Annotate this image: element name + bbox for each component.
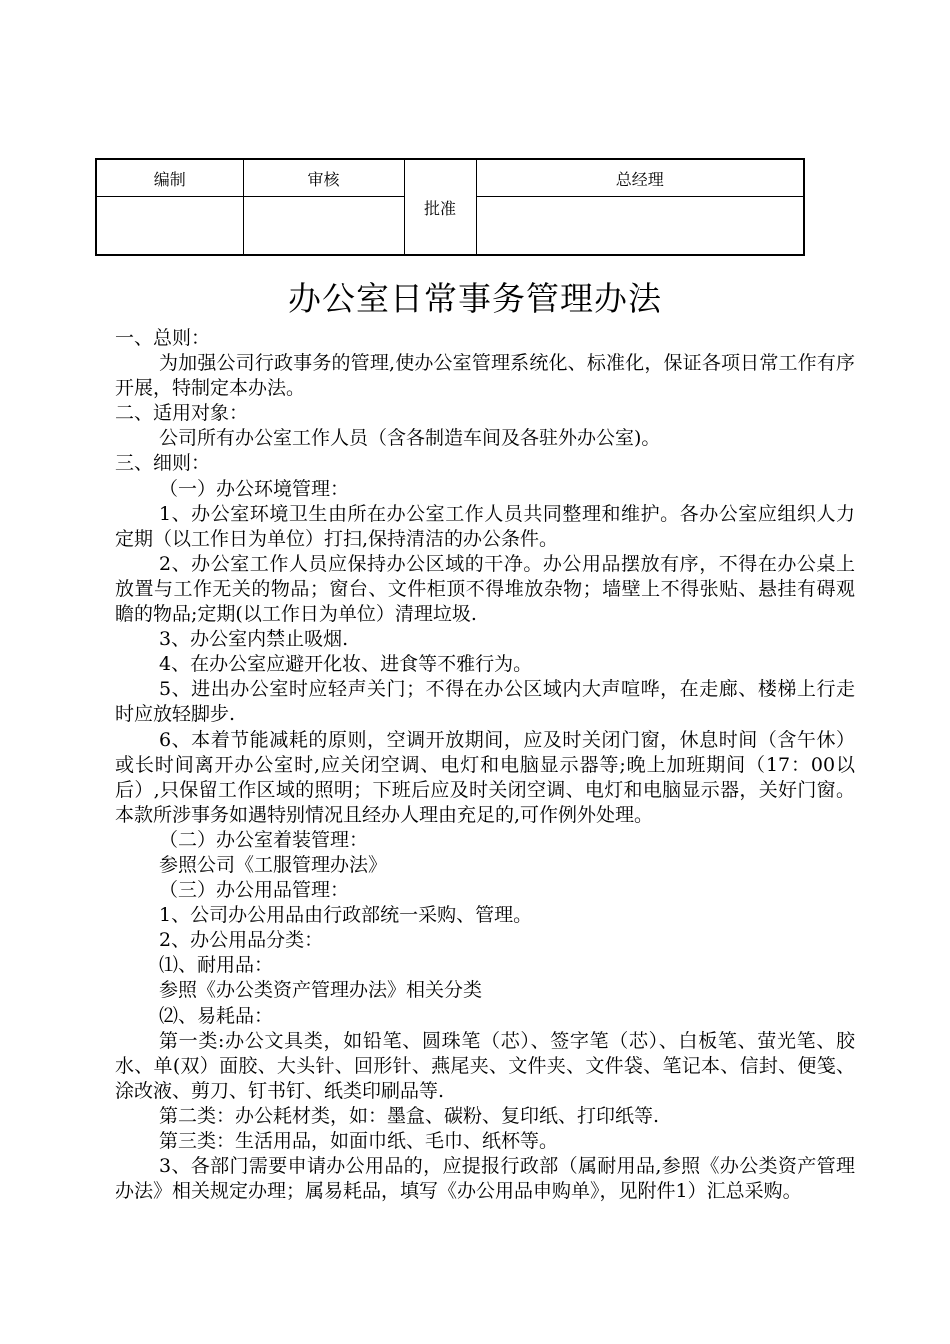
paragraph: ⑴、耐用品： xyxy=(159,954,274,977)
paragraph: 5、进出办公室时应轻声关门；不得在办公区域内大声喧哗，在走廊、楼梯上行走时应放轻脚步. xyxy=(115,678,855,726)
approved-label: 批准 xyxy=(404,159,476,255)
paragraph: 1、办公室环境卫生由所在办公室工作人员共同整理和维护。各办公室应组织人力定期（以工作日为单位）打扫,保持清洁的办公条件。 xyxy=(115,502,855,550)
document-title: 办公室日常事务管理办法 xyxy=(288,279,662,318)
paragraph: 为加强公司行政事务的管理,使办公室管理系统化、标准化，保证各项日常工作有序开展，特制定本办法。 xyxy=(115,352,855,400)
paragraph: （二）办公室着装管理： xyxy=(159,828,369,851)
reviewed-label: 审核 xyxy=(243,159,404,197)
paragraph: （一）办公环境管理： xyxy=(159,477,350,500)
paragraph: 第三类：生活用品，如面巾纸、毛巾、纸杯等。 xyxy=(159,1130,559,1152)
paragraph: （三）办公用品管理： xyxy=(159,879,350,902)
paragraph: 3、各部门需要申请办公用品的，应提报行政部（属耐用品,参照《办公类资产管理办法》相关规定办理；属易耗品，填写《办公用品申购单》，见附件1）汇总采购。 xyxy=(115,1155,855,1203)
general-manager-signature-cell xyxy=(476,197,804,256)
prepared-signature-cell xyxy=(96,197,243,256)
reviewed-signature-cell xyxy=(243,197,404,256)
approval-table xyxy=(95,158,805,256)
paragraph: ⑵、易耗品： xyxy=(159,1004,274,1027)
paragraph: 4、在办公室应避开化妆、进食等不雅行为。 xyxy=(159,653,533,676)
paragraph: 参照公司《工服管理办法》 xyxy=(159,853,388,876)
paragraph: 3、办公室内禁止吸烟. xyxy=(159,628,349,651)
paragraph: 第二类：办公耗材类，如：墨盒、碳粉、复印纸、打印纸等. xyxy=(159,1104,660,1127)
paragraph: 第一类:办公文具类，如铅笔、圆珠笔（芯）、签字笔（芯）、白板笔、萤光笔、胶水、单(双）面胶、大头针、回形针、燕尾夹、文件夹、文件袋、笔记本、信封、便笺、涂改液、剪刀、钉书钉、纸类印刷品等. xyxy=(115,1029,855,1102)
paragraph: 公司所有办公室工作人员（含各制造车间及各驻外办公室)。 xyxy=(159,427,661,450)
general-manager-label: 总经理 xyxy=(476,159,804,197)
section-heading: 二、适用对象： xyxy=(115,402,249,425)
document-body xyxy=(115,326,855,1204)
prepared-label: 编制 xyxy=(96,159,243,197)
section-heading: 三、细则： xyxy=(115,452,211,475)
paragraph: 6、本着节能减耗的原则，空调开放期间，应及时关闭门窗，休息时间（含午休）或长时间离开办公室时,应关闭空调、电灯和电脑显示器等;晚上加班期间（17：00以后）,只保留工作区域的照明；下班后应及时关闭空调、电灯和电脑显示器，关好门窗。本款所涉事务如遇特别情况且经办人理由充足的,可作例外处理。 xyxy=(115,728,855,826)
paragraph: 参照《办公类资产管理办法》相关分类 xyxy=(159,979,483,1002)
paragraph: 2、办公用品分类： xyxy=(159,929,324,952)
section-heading: 一、总则： xyxy=(115,327,211,349)
paragraph: 2、办公室工作人员应保持办公区域的干净。办公用品摆放有序，不得在办公桌上放置与工作无关的物品；窗台、文件柜顶不得堆放杂物；墙壁上不得张贴、悬挂有碍观瞻的物品;定期(以工作日为单位）清理垃圾. xyxy=(115,552,855,626)
paragraph: 1、公司办公用品由行政部统一采购、管理。 xyxy=(159,904,533,927)
